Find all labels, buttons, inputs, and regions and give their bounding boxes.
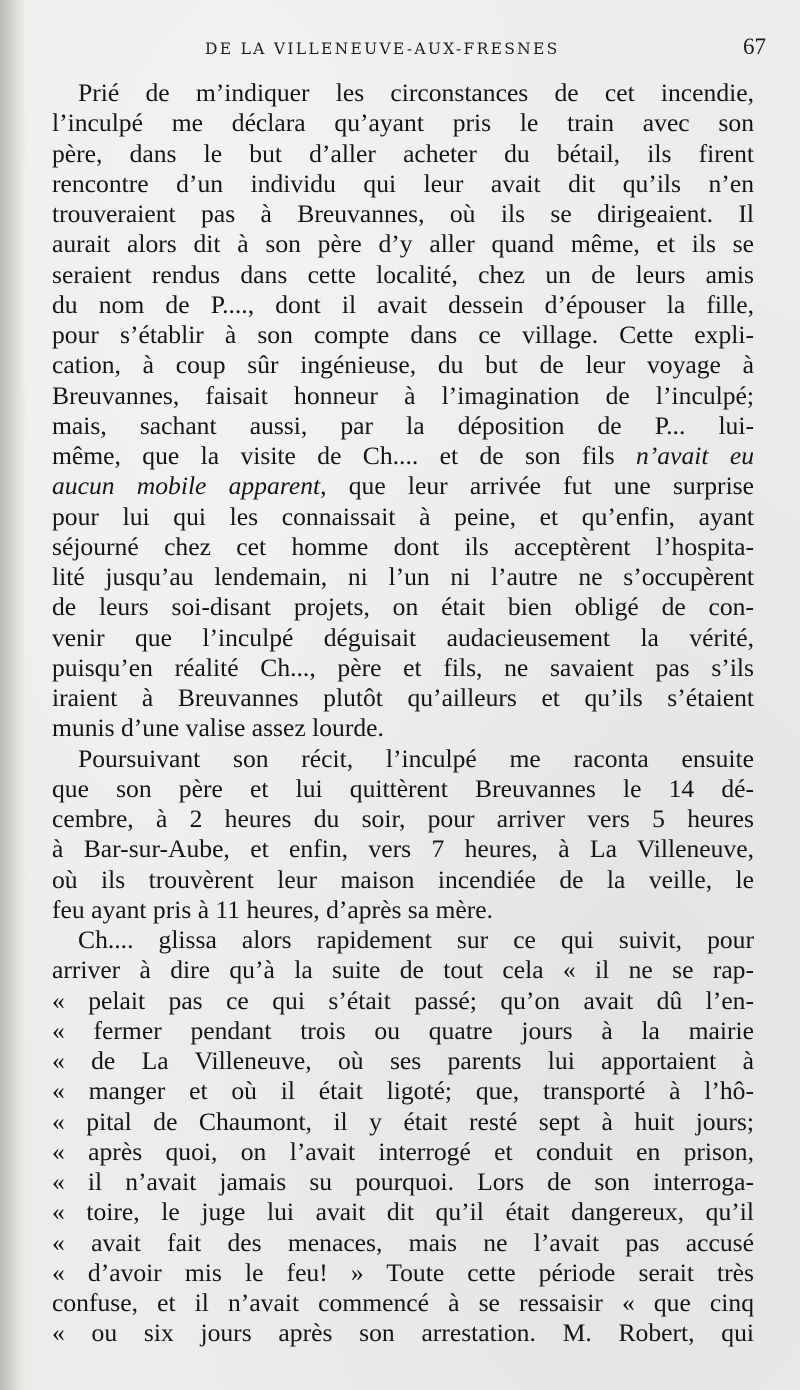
text-line	[52, 713, 754, 743]
line-text: « il n’avait jamais su pourquoi. Lors de son interroga-	[52, 1167, 754, 1196]
line-text: venir que l’inculpé déguisait audacieusement la vérité,	[52, 622, 754, 652]
text-line	[52, 199, 754, 229]
line-text: feu ayant pris à 11 heures, d’après sa mère.	[52, 894, 494, 924]
text-line	[52, 1076, 754, 1106]
line-text: Breuvannes, faisait honneur à l’imagination de l’inculpé;	[52, 380, 754, 410]
page-binding-shadow	[0, 0, 26, 1390]
line-text: seraient rendus dans cette localité, chez un de leurs amis	[52, 259, 754, 289]
text-line	[52, 986, 754, 1016]
line-text: mais, sachant aussi, par la déposition de P... lui-	[52, 410, 754, 440]
text-line	[52, 955, 754, 985]
text-line	[52, 653, 754, 683]
line-text: « manger et où il était ligoté; que, transporté à l’hô-	[52, 1076, 754, 1106]
text-line	[52, 623, 754, 653]
text-line	[52, 865, 754, 895]
text-line	[52, 1016, 754, 1046]
line-text: aurait alors dit à son père d’y aller quand même, et ils se	[52, 229, 754, 259]
text-line	[52, 925, 754, 955]
line-text: père, dans le but d’aller acheter du bétail, ils firent	[52, 138, 754, 168]
line-text: « fermer pendant trois ou quatre jours à la mairie	[52, 1015, 754, 1045]
text-line	[52, 169, 754, 199]
line-text: que son père et lui quittèrent Breuvannes le 14 dé-	[52, 773, 754, 803]
text-line	[52, 290, 754, 320]
line-text: « toire, le juge lui avait dit qu’il était dangereux, qu’il	[52, 1197, 754, 1227]
line-text: « pelait pas ce qui s’était passé; qu’on avait dû l’en-	[52, 985, 754, 1015]
line-text: « d’avoir mis le feu! » Toute cette période serait très	[52, 1257, 754, 1287]
line-text: « après quoi, on l’avait interrogé et conduit en prison,	[52, 1136, 754, 1166]
text-line	[52, 471, 754, 501]
text-line	[52, 562, 754, 592]
italic-phrase: aucun mobile apparent	[52, 471, 321, 501]
line-text: de leurs soi-disant projets, on était bien obligé de con-	[52, 592, 754, 622]
running-header: DE LA VILLENEUVE-AUX-FRESNES	[205, 40, 560, 58]
line-text: cembre, à 2 heures du soir, pour arriver vers 5 heures	[52, 804, 754, 833]
body-text	[52, 78, 754, 1349]
line-text: Ch.... glissa alors rapidement sur ce qui suivit, pour	[78, 925, 754, 954]
line-text: cation, à coup sûr ingénieuse, du but de leur voyage à	[52, 350, 754, 380]
text-line	[52, 139, 754, 169]
text-line	[52, 502, 754, 532]
line-text: l’inculpé me déclara qu’ayant pris le train avec son	[52, 108, 754, 138]
line-text: séjourné chez cet homme dont ils acceptèrent l’hospita-	[52, 531, 754, 561]
line-text: du nom de P...., dont il avait dessein d’épouser la fille,	[52, 289, 754, 319]
text-line	[52, 1318, 754, 1348]
text-line	[52, 1197, 754, 1227]
text-line	[52, 411, 754, 441]
text-line	[52, 774, 754, 804]
text-line	[52, 260, 754, 290]
line-text: « avait fait des menaces, mais ne l’avait pas accusé	[52, 1227, 754, 1257]
text-line	[52, 1228, 754, 1258]
line-text: , que leur arrivée fut une surprise	[320, 471, 754, 501]
text-line	[52, 381, 754, 411]
line-text: rencontre d’un individu qui leur avait dit qu’ils n’en	[52, 168, 754, 198]
line-text: puisqu’en réalité Ch..., père et fils, ne savaient pas s’ils	[52, 652, 754, 682]
text-line	[52, 1107, 754, 1137]
text-line	[52, 229, 754, 259]
page-number: 67	[743, 34, 766, 59]
line-text: arriver à dire qu’à la suite de tout cela « il ne se rap-	[52, 955, 754, 985]
text-line	[52, 804, 754, 834]
line-text: « de La Villeneuve, où ses parents lui apportaient à	[52, 1046, 754, 1075]
italic-phrase: n’avait eu	[635, 441, 754, 470]
line-text: trouveraient pas à Breuvannes, où ils se dirigeaient. Il	[52, 199, 754, 228]
line-text: où ils trouvèrent leur maison incendiée de la veille, le	[52, 864, 754, 894]
line-text: Poursuivant son récit, l’inculpé me raconta ensuite	[78, 743, 754, 773]
line-text: iraient à Breuvannes plutôt qu’ailleurs et qu’ils s’étaient	[52, 683, 754, 712]
line-text: munis d’une valise assez lourde.	[52, 713, 384, 743]
text-line	[52, 834, 754, 864]
text-line	[52, 895, 754, 925]
text-line	[52, 1046, 754, 1076]
text-line	[52, 1258, 754, 1288]
text-line	[52, 532, 754, 562]
text-line	[52, 683, 754, 713]
line-text: confuse, et il n’avait commencé à se ressaisir « que cinq	[52, 1288, 754, 1317]
line-text: pour lui qui les connaissait à peine, et qu’enfin, ayant	[52, 501, 754, 531]
line-text: « pital de Chaumont, il y était resté sept à huit jours;	[52, 1106, 754, 1136]
text-line	[52, 1167, 754, 1197]
line-text: pour s’établir à son compte dans ce village. Cette expli-	[52, 320, 754, 349]
line-text: lité jusqu’au lendemain, ni l’un ni l’autre ne s’occupèrent	[52, 562, 754, 591]
line-text: « ou six jours après son arrestation. M. Robert, qui	[52, 1318, 754, 1348]
line-text: même, que la visite de Ch.... et de son fils	[52, 441, 636, 470]
text-line	[52, 1288, 754, 1318]
text-line	[52, 744, 754, 774]
text-line	[52, 350, 754, 380]
text-line	[52, 78, 754, 108]
line-text: Prié de m’indiquer les circonstances de cet incendie,	[78, 78, 754, 107]
text-line	[52, 108, 754, 138]
line-text: à Bar-sur-Aube, et enfin, vers 7 heures, à La Villeneuve,	[52, 834, 754, 864]
text-line	[52, 592, 754, 622]
text-line	[52, 1137, 754, 1167]
text-line	[52, 441, 754, 471]
text-line	[52, 320, 754, 350]
